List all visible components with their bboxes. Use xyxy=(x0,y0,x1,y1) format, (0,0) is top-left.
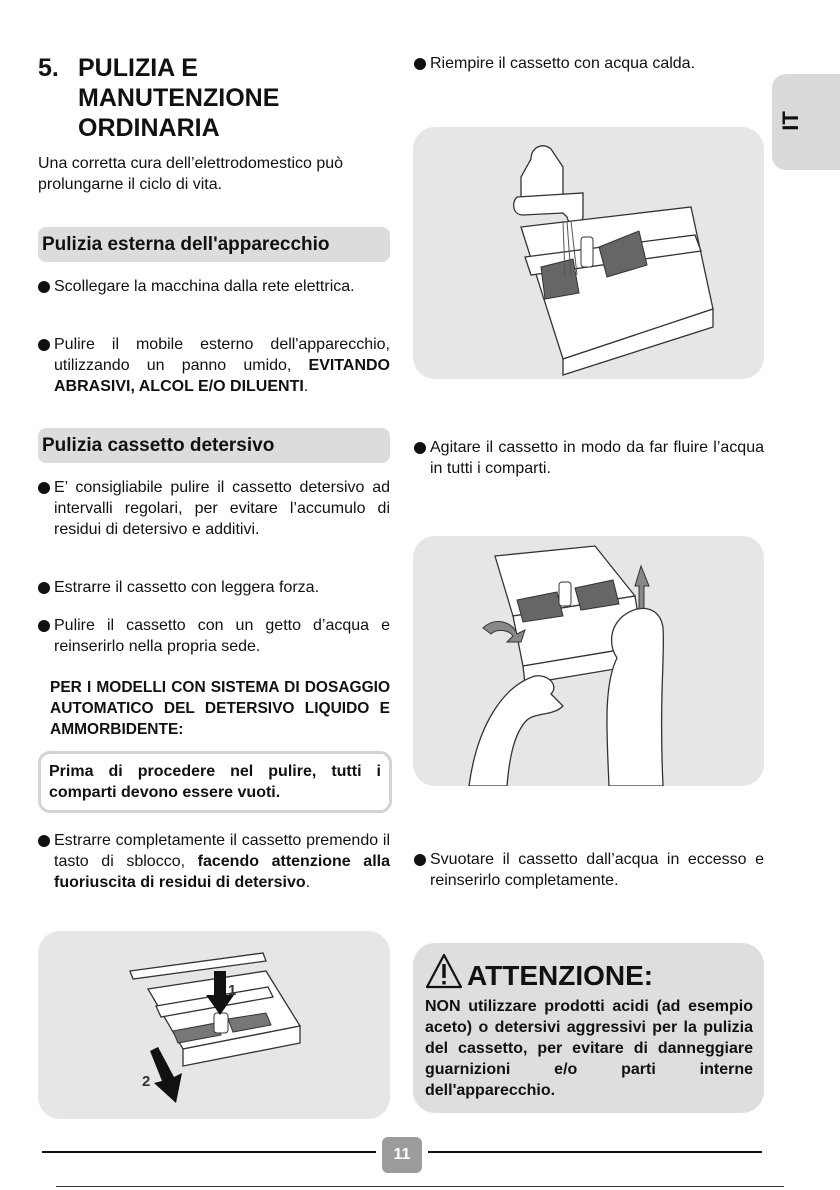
language-tab xyxy=(772,74,840,170)
list-item xyxy=(414,437,764,479)
bullet-dot-icon xyxy=(38,339,50,351)
bullet-text: Riempire il cassetto con acqua calda. xyxy=(430,55,696,72)
step-label-2: 2 xyxy=(142,1073,151,1090)
bullet-text-bold: facendo attenzione alla fuoriuscita di residui di detersivo xyxy=(54,853,390,891)
auto-dosing-note: Prima di procedere nel pulire, tutti i comparti devono essere vuoti. xyxy=(38,751,392,813)
bullet-text-bold: EVITANDO ABRASIVI, ALCOL E/O DILUENTI xyxy=(54,357,390,395)
step-label-1: 1 xyxy=(228,982,237,999)
bullet-text: Scollegare la macchina dalla rete elettrica. xyxy=(54,278,355,295)
bullet-text-suffix: . xyxy=(303,378,309,395)
footer-line-right xyxy=(428,1151,762,1153)
section-number: 5. xyxy=(38,54,59,82)
bullet-text xyxy=(54,334,390,397)
section-title-text: PULIZIA E MANUTENZIONE ORDINARIA xyxy=(78,54,280,142)
warning-title: ATTENZIONE: xyxy=(467,960,654,991)
list-item xyxy=(38,334,390,397)
drawer-extract-drawing xyxy=(38,931,390,1119)
footer-line-left xyxy=(42,1151,376,1153)
bullet-dot-icon xyxy=(414,442,426,454)
fill-water-drawing xyxy=(413,127,764,379)
bullet-dot-icon xyxy=(38,835,50,847)
fill-water-illustration xyxy=(413,127,764,379)
heading-external-cleaning: Pulizia esterna dell'apparecchio xyxy=(38,227,390,262)
heading-drawer-cleaning: Pulizia cassetto detersivo xyxy=(38,428,390,463)
bullet-dot-icon xyxy=(38,582,50,594)
list-item xyxy=(38,577,390,598)
shake-drawer-drawing xyxy=(413,536,764,786)
shake-drawer-illustration xyxy=(413,536,764,786)
list-item xyxy=(414,849,764,891)
bullet-text: E’ consigliabile pulire il cassetto detersivo ad intervalli regolari, per evitare l’accumulo di residui di detersivo e additivi. xyxy=(54,479,390,538)
auto-dosing-heading: PER I MODELLI CON SISTEMA DI DOSAGGIO AUTOMATICO DEL DETERSIVO LIQUIDO E AMMORBIDENTE: xyxy=(50,679,390,738)
warning-text: NON utilizzare prodotti acidi (ad esempio aceto) o detersivi aggressivi per la pulizia del cassetto, per evitare di danneggiare guarnizioni e/o parti interne dell'apparecchio. xyxy=(425,998,753,1099)
bullet-text-suffix: . xyxy=(305,874,311,891)
bullet-dot-icon xyxy=(414,854,426,866)
list-item xyxy=(414,53,764,74)
bullet-text: Agitare il cassetto in modo da far fluire l’acqua in tutti i comparti. xyxy=(430,439,764,477)
bullet-dot-icon xyxy=(38,482,50,494)
bottom-rule xyxy=(56,1186,784,1187)
language-tab-label: IT xyxy=(778,111,803,131)
bullet-text: Estrarre il cassetto con leggera forza. xyxy=(54,579,320,596)
bullet-text-regular: Estrarre completamente il cassetto premendo il tasto di sblocco, xyxy=(54,832,390,870)
bullet-text-regular: Pulire il mobile esterno dell'apparecchio, utilizzando un panno umido, xyxy=(54,336,390,374)
warning-box xyxy=(413,943,764,1113)
page-number: 11 xyxy=(382,1137,422,1173)
bullet-dot-icon xyxy=(414,58,426,70)
bullet-dot-icon xyxy=(38,281,50,293)
bullet-text xyxy=(54,830,390,893)
bullet-text: Svuotare il cassetto dall’acqua in eccesso e reinserirlo completamente. xyxy=(430,851,764,889)
list-item xyxy=(38,615,390,657)
warning-triangle-icon xyxy=(425,953,463,989)
bullet-text: Pulire il cassetto con un getto d’acqua e reinserirlo nella propria sede. xyxy=(54,617,390,655)
list-item xyxy=(38,477,390,540)
list-item xyxy=(38,276,390,297)
drawer-extract-illustration xyxy=(38,931,390,1119)
list-item xyxy=(38,830,390,893)
intro-paragraph: Una corretta cura dell’elettrodomestico può prolungarne il ciclo di vita. xyxy=(38,155,344,193)
bullet-dot-icon xyxy=(38,620,50,632)
